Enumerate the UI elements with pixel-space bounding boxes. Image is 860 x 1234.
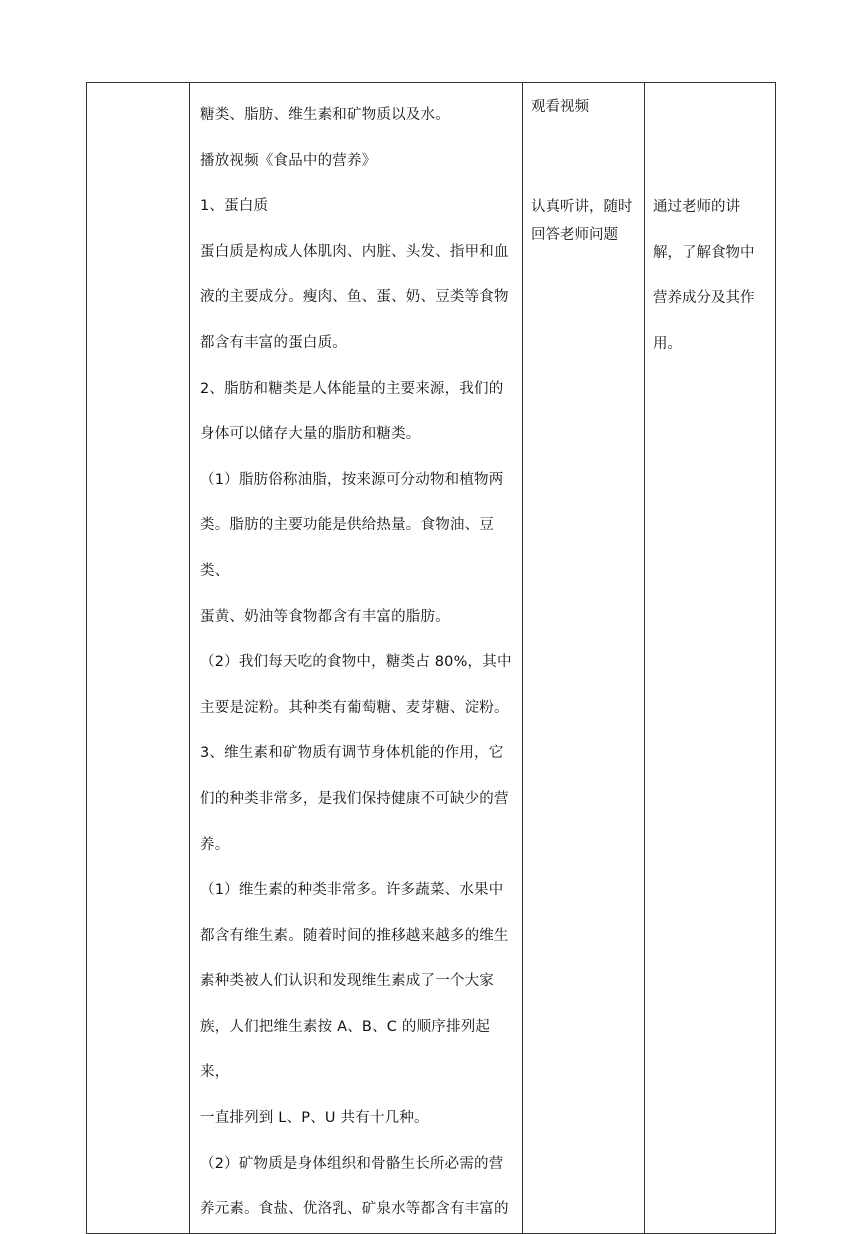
content-line: 身体可以储存大量的脂肪和糖类。 [200,426,421,443]
content-line: 3、维生素和矿物质有调节身体机能的作用，它 [200,745,504,762]
teaching-content-cell [190,83,523,1234]
lesson-plan-table [86,82,776,1234]
stage-cell [87,83,190,1234]
intent-line: 营养成分及其作 [653,290,755,306]
content-line: 都含有丰富的蛋白质。 [200,334,347,351]
intent-line: 通过老师的讲 [653,199,740,215]
content-line: （1）维生素的种类非常多。许多蔬菜、水果中 [200,882,504,899]
design-intent-cell [645,83,776,1234]
content-line: 播放视频《食品中的营养》 [200,152,377,169]
content-line: 族，人们把维生素按 A、B、C 的顺序排列起来， [200,1018,491,1081]
content-line: 蛋黄、奶油等食物都含有丰富的脂肪。 [200,608,450,625]
activity-line: 认真听讲，随时 [531,199,633,215]
design-intent [645,83,775,367]
content-line: （2）我们每天吃的食物中，糖类占 80%，其中 [200,654,512,671]
activity-line: 回答老师问题 [531,227,618,243]
content-line: 养。 [200,836,230,853]
content-line: 都含有维生素。随着时间的推移越来越多的维生 [200,927,509,944]
content-line: 养元素。食盐、优洛乳、矿泉水等都含有丰富的 [200,1201,509,1218]
content-line: （1）脂肪俗称油脂，按来源可分动物和植物两 [200,471,504,488]
content-line: 一直排列到 L、P、U 共有十几种。 [200,1110,429,1127]
content-line: 1、蛋白质 [200,198,269,215]
content-line: 2、脂肪和糖类是人体能量的主要来源，我们的 [200,380,504,397]
content-line: 们的种类非常多，是我们保持健康不可缺少的营 [200,790,509,807]
student-activity [523,83,644,249]
activity-line: 观看视频 [531,99,589,115]
content-line: 类。脂肪的主要功能是供给热量。食物油、豆类、 [200,517,494,579]
content-line: （2）矿物质是身体组织和骨骼生长所必需的营 [200,1155,504,1172]
content-line: 糖类、脂肪、维生素和矿物质以及水。 [200,107,450,123]
content-line: 液的主要成分。瘦肉、鱼、蛋、奶、豆类等食物 [200,289,509,306]
content-line: 素种类被人们认识和发现维生素成了一个大家 [200,973,494,990]
content-line: 主要是淀粉。其种类有葡萄糖、麦芽糖、淀粉。 [200,699,509,716]
intent-line: 解，了解食物中 [653,244,755,261]
table-row [87,83,776,1234]
teaching-content [190,83,522,1233]
intent-line: 用。 [653,335,682,352]
content-line: 蛋白质是构成人体肌肉、内脏、头发、指甲和血 [200,243,509,260]
student-activity-cell [523,83,645,1234]
